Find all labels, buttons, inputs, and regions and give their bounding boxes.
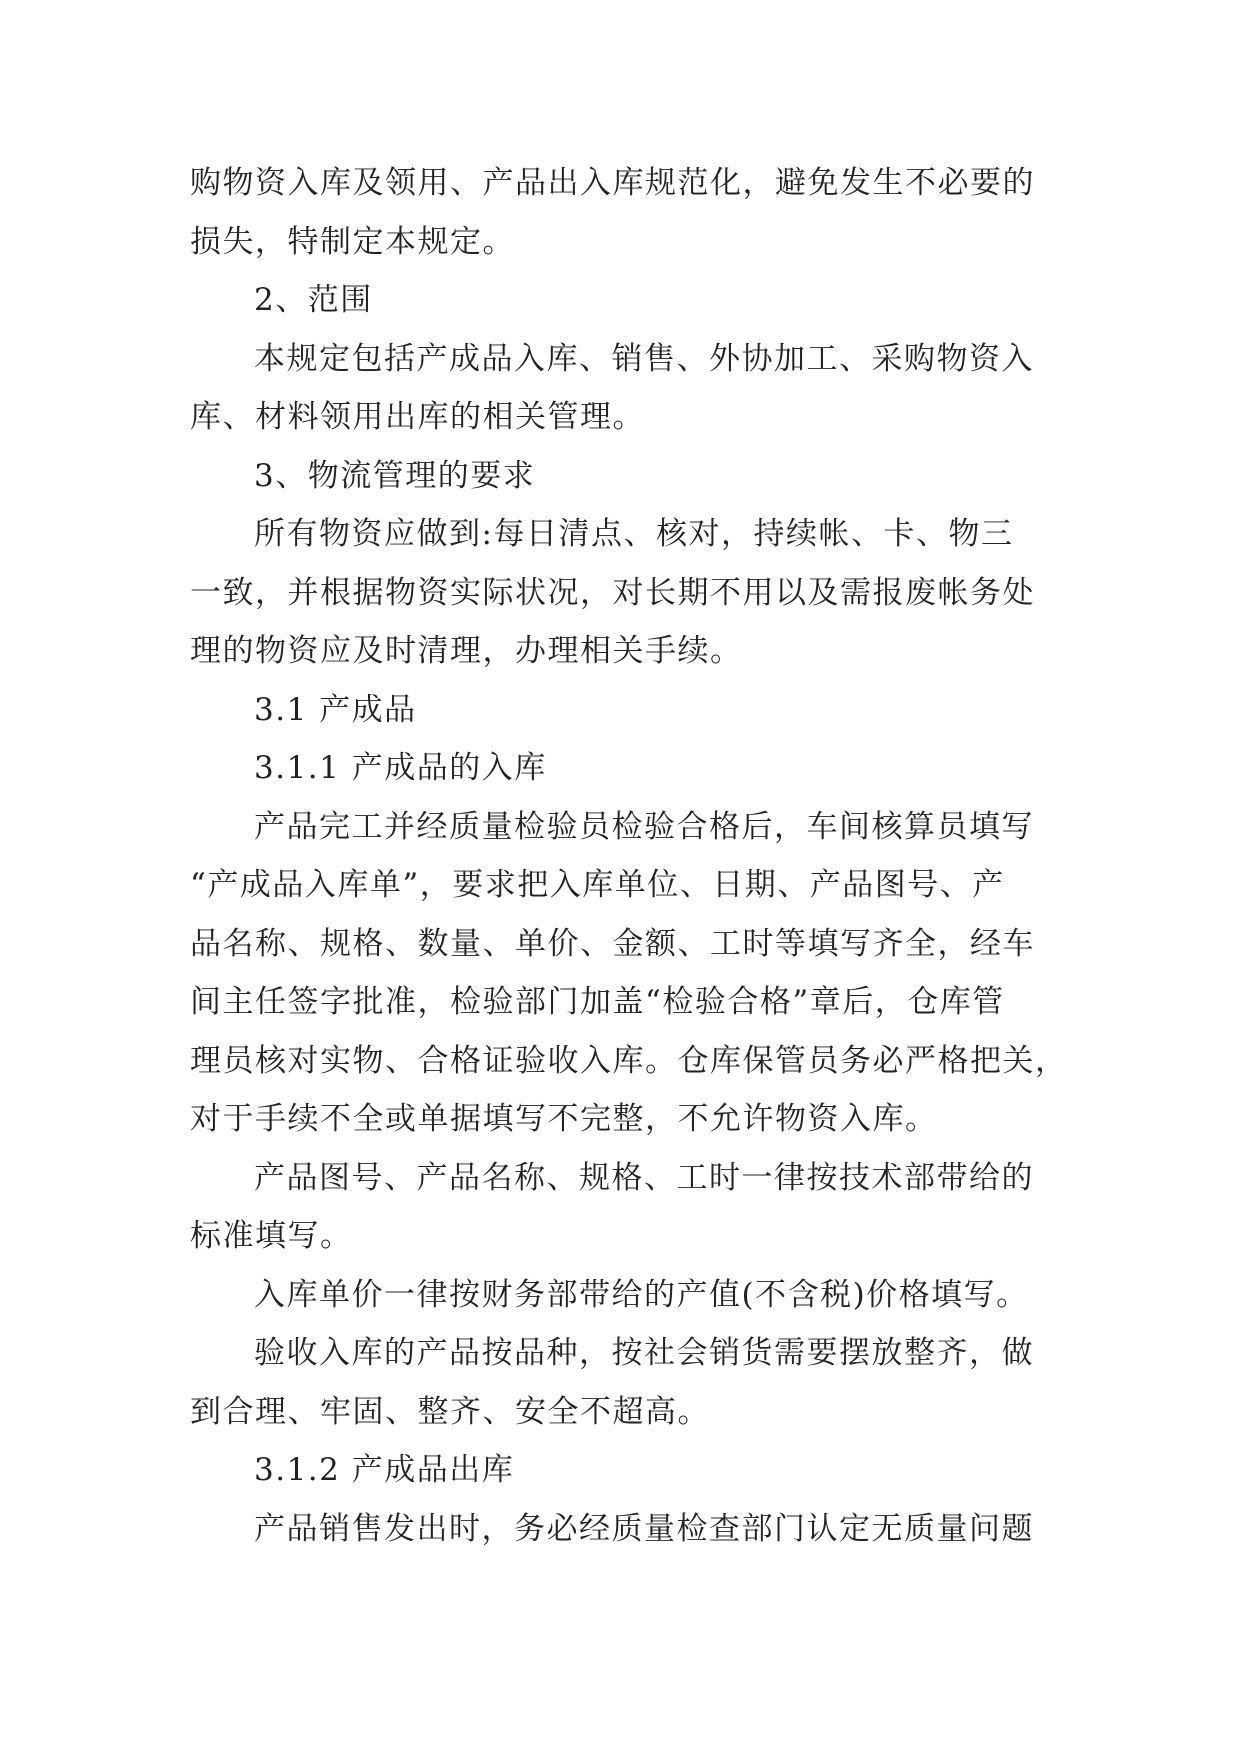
text-line: 理的物资应及时清理，办理相关手续。: [190, 633, 743, 669]
text-line: 3.1.1 产成品的入库: [254, 750, 547, 786]
text-line: 3.1 产成品: [254, 691, 417, 728]
text-line: 2、范围: [254, 282, 373, 318]
text-line: 产品图号、产品名称、规格、工时一律按技术部带给的: [254, 1159, 1034, 1196]
text-line: 本规定包括产成品入库、销售、外协加工、采购物资入: [254, 340, 1034, 377]
text-line: 理员核对实物、合格证验收入库。仓库保管员务必严格把关，: [190, 1042, 1068, 1079]
text-line: 验收入库的产品按品种，按社会销货需要摆放整齐，做: [254, 1335, 1034, 1371]
text-line: 标准填写。: [190, 1218, 353, 1254]
text-line: 3、物流管理的要求: [254, 457, 536, 494]
text-line: 品名称、规格、数量、单价、金额、工时等填写齐全，经车: [190, 925, 1035, 962]
text-line: 一致，并根据物资实际状况，对长期不用以及需报废帐务处: [190, 574, 1035, 611]
text-line: “产成品入库单”，要求把入库单位、日期、产品图号、产: [190, 867, 1005, 903]
text-line: 对于手续不全或单据填写不完整，不允许物资入库。: [190, 1101, 938, 1137]
text-line: 产品完工并经质量检验员检验合格后，车间核算员填写: [254, 808, 1034, 845]
text-line: 购物资入库及领用、产品出入库规范化，避免发生不必要的: [190, 165, 1035, 201]
text-line: 间主任签字批准，检验部门加盖“检验合格”章后，仓库管: [190, 984, 1005, 1020]
text-line: 3.1.2 产成品出库: [254, 1452, 515, 1488]
text-line: 所有物资应做到:每日清点、核对，持续帐、卡、物三: [254, 516, 1014, 552]
text-line: 产品销售发出时，务必经质量检查部门认定无质量问题: [254, 1510, 1034, 1547]
text-line: 到合理、牢固、整齐、安全不超高。: [190, 1393, 710, 1430]
text-line: 入库单价一律按财务部带给的产值(不含税)价格填写。: [254, 1276, 1029, 1313]
text-line: 库、材料领用出库的相关管理。: [190, 399, 645, 435]
text-line: 损失，特制定本规定。: [190, 223, 515, 260]
document-body: [190, 154, 1068, 1558]
